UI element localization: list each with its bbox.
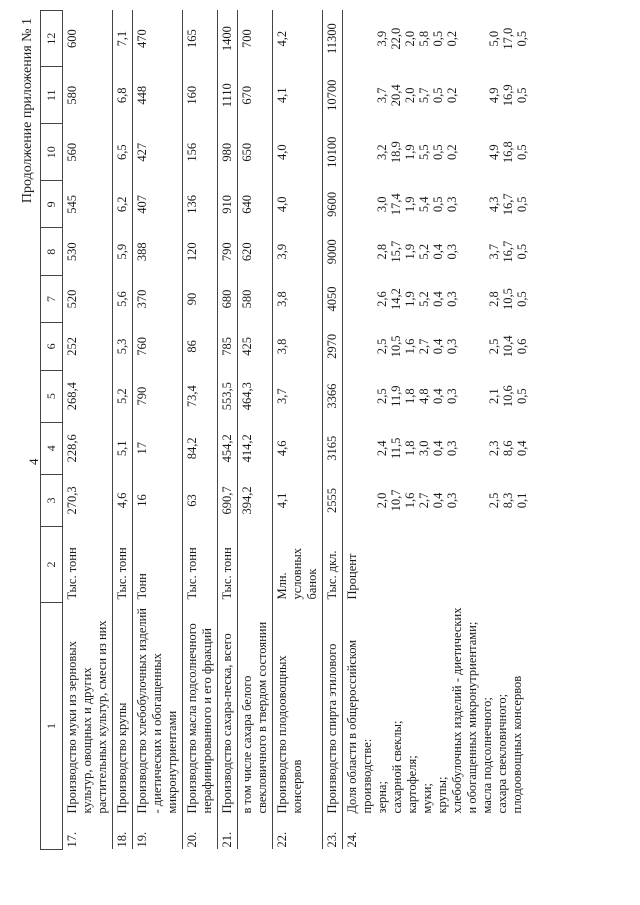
row-number: 18. (113, 817, 133, 850)
row-name: Производство хлебобулочных изделий - диетических и обогащенных микронутриентами (133, 603, 183, 817)
row-value: 600 (63, 11, 113, 67)
share-item: хлебобулочных изделий - диетических и обогащенных микронутриентами; (450, 607, 479, 814)
share-value: 5,0 (487, 30, 501, 47)
col-header-12: 12 (41, 11, 63, 67)
row-value: 4,6 (113, 474, 133, 526)
row-number: 19. (133, 817, 183, 850)
share-value: 5,7 (417, 87, 431, 104)
share-value: 0,5 (515, 30, 529, 47)
row-value: 3,8 (273, 275, 323, 322)
row-value: 5,3 (113, 323, 133, 370)
row-value: 165 (183, 11, 218, 67)
share-heading: Доля области в общероссийском производстве: (345, 639, 374, 814)
row-value: 414,2 (238, 422, 273, 474)
share-value: 8,6 (501, 440, 515, 457)
share-value: 2,7 (417, 338, 431, 355)
share-value: 8,3 (501, 492, 515, 509)
share-value: 3,0 (375, 196, 389, 213)
table-body (63, 11, 532, 850)
row-name: Производство муки из зерновых культур, овощных и других растительных культур, смеси из них (63, 603, 113, 817)
row-name: Производство спирта этилового (323, 603, 343, 817)
share-value: 1,6 (403, 492, 417, 509)
table-row-share (343, 11, 532, 850)
share-value: 0,2 (445, 87, 459, 104)
share-value: 15,7 (389, 240, 403, 263)
share-item: плодоовощных консервов (510, 675, 524, 814)
row-value: 3,9 (273, 228, 323, 275)
row-value: 530 (63, 228, 113, 275)
row-value: 228,6 (63, 422, 113, 474)
row-value: 670 (238, 67, 273, 124)
row-value: 3,7 (273, 370, 323, 422)
row-number (238, 817, 273, 850)
col-header-3: 3 (41, 474, 63, 526)
table-row (238, 11, 273, 850)
row-name: Производство плодоовощных консервов (273, 603, 323, 817)
share-value: 0,5 (515, 87, 529, 104)
table-header-row (41, 11, 63, 850)
share-value: 3,7 (375, 87, 389, 104)
row-value: 785 (218, 323, 238, 370)
share-values-column (343, 474, 532, 526)
row-unit (238, 527, 273, 603)
share-value: 0,4 (431, 338, 445, 355)
row-unit: Тыс. тонн (218, 527, 238, 603)
row-value: 11300 (323, 11, 343, 67)
row-value: 4050 (323, 275, 343, 322)
share-value: 0,3 (445, 440, 459, 457)
row-name: в том числе сахара белого свекловичного в твердом состоянии (238, 603, 273, 817)
share-item: картофеля; (405, 755, 419, 814)
share-value: 0,5 (515, 388, 529, 404)
share-value: 5,5 (417, 144, 431, 160)
share-value: 0,1 (515, 492, 529, 509)
share-value: 0,5 (515, 291, 529, 307)
row-value: 63 (183, 474, 218, 526)
share-value: 2,3 (487, 440, 501, 457)
row-value: 580 (63, 67, 113, 124)
share-value: 3,0 (417, 440, 431, 457)
share-value: 4,3 (487, 196, 501, 213)
share-values-column (343, 11, 532, 67)
row-value: 448 (133, 67, 183, 124)
row-value: 470 (133, 11, 183, 67)
row-unit: Тыс. тонн (63, 527, 113, 603)
row-name (343, 603, 532, 817)
row-value: 394,2 (238, 474, 273, 526)
data-table (40, 10, 531, 850)
row-value: 680 (218, 275, 238, 322)
share-value: 2,6 (375, 291, 389, 307)
share-value: 16,8 (501, 141, 515, 164)
row-value: 3366 (323, 370, 343, 422)
row-value: 4,1 (273, 67, 323, 124)
share-value: 2,5 (487, 338, 501, 355)
share-value: 0,4 (431, 291, 445, 307)
share-value: 0,5 (431, 196, 445, 213)
share-item: сахара свекловичного; (495, 693, 509, 814)
row-value: 156 (183, 124, 218, 181)
row-number: 21. (218, 817, 238, 850)
row-number: 17. (63, 817, 113, 850)
share-value: 0,4 (431, 243, 445, 260)
share-value: 2,8 (487, 291, 501, 307)
share-value: 3,7 (487, 243, 501, 260)
share-value: 0,3 (445, 291, 459, 307)
row-value: 17 (133, 422, 183, 474)
share-value: 16,7 (501, 240, 515, 263)
row-name: Производство крупы (113, 603, 133, 817)
col-header-2: 2 (41, 527, 63, 603)
row-name: Производство сахара-песка, всего (218, 603, 238, 817)
share-value: 10,4 (501, 335, 515, 358)
row-value: 910 (218, 181, 238, 228)
row-value: 84,2 (183, 422, 218, 474)
share-value: 1,6 (403, 338, 417, 355)
row-value: 6,2 (113, 181, 133, 228)
row-unit: Тыс. дкл. (323, 527, 343, 603)
share-value: 0,5 (515, 243, 529, 260)
table-row (63, 11, 113, 850)
share-value: 17,4 (389, 193, 403, 216)
share-value: 10,5 (389, 335, 403, 358)
row-value: 580 (238, 275, 273, 322)
share-value: 0,3 (445, 338, 459, 355)
share-value: 2,5 (487, 492, 501, 509)
share-value: 10,5 (501, 288, 515, 310)
share-values-column (343, 228, 532, 275)
row-value: 73,4 (183, 370, 218, 422)
row-value: 5,2 (113, 370, 133, 422)
share-value: 2,4 (375, 440, 389, 457)
share-value: 1,8 (403, 440, 417, 457)
share-value: 17,0 (501, 27, 515, 50)
row-unit: Тонн (133, 527, 183, 603)
share-value: 14,2 (389, 288, 403, 310)
row-unit: Млн. условных банок (273, 527, 323, 603)
row-value: 9000 (323, 228, 343, 275)
row-number: 24. (345, 831, 359, 848)
row-value: 16 (133, 474, 183, 526)
row-value: 700 (238, 11, 273, 67)
share-value: 1,9 (403, 291, 417, 307)
table-row (113, 11, 133, 850)
share-value: 16,9 (501, 84, 515, 107)
row-value: 252 (63, 323, 113, 370)
share-value: 2,0 (403, 30, 417, 47)
row-value: 454,2 (218, 422, 238, 474)
table-row (133, 11, 183, 850)
row-value: 464,3 (238, 370, 273, 422)
share-item: крупы; (435, 776, 449, 814)
share-value: 2,5 (375, 388, 389, 404)
share-value: 0,3 (445, 243, 459, 260)
row-value: 1110 (218, 67, 238, 124)
share-value: 4,9 (487, 87, 501, 104)
row-value: 5,6 (113, 275, 133, 322)
share-values-column (343, 323, 532, 370)
share-value: 4,8 (417, 388, 431, 404)
row-value: 268,4 (63, 370, 113, 422)
row-value: 545 (63, 181, 113, 228)
table-row (273, 11, 323, 850)
share-value: 0,5 (431, 144, 445, 160)
share-value: 18,9 (389, 141, 403, 164)
share-values-column (343, 181, 532, 228)
row-value: 620 (238, 228, 273, 275)
share-value: 4,9 (487, 144, 501, 160)
table-row (323, 11, 343, 850)
row-value: 4,1 (273, 474, 323, 526)
row-value: 10100 (323, 124, 343, 181)
row-value: 5,1 (113, 422, 133, 474)
row-unit: Процент (345, 553, 359, 600)
share-value: 3,9 (375, 30, 389, 47)
row-value: 3,8 (273, 323, 323, 370)
share-value: 0,4 (431, 440, 445, 457)
share-value: 1,8 (403, 388, 417, 404)
row-value: 2970 (323, 323, 343, 370)
row-value: 136 (183, 181, 218, 228)
share-values-column (343, 124, 532, 181)
row-value: 790 (133, 370, 183, 422)
share-value: 16,7 (501, 193, 515, 216)
row-value: 370 (133, 275, 183, 322)
share-value: 0,3 (445, 196, 459, 213)
share-value: 20,4 (389, 84, 403, 107)
row-value: 86 (183, 323, 218, 370)
row-value: 520 (63, 275, 113, 322)
share-value: 5,2 (417, 291, 431, 307)
share-value: 0,5 (431, 87, 445, 104)
row-value: 553,5 (218, 370, 238, 422)
col-header-11: 11 (41, 67, 63, 124)
row-unit: Тыс. тонн (113, 527, 133, 603)
col-header-10: 10 (41, 124, 63, 181)
row-value: 790 (218, 228, 238, 275)
share-value: 10,7 (389, 489, 403, 512)
col-header-4: 4 (41, 422, 63, 474)
share-value: 22,0 (389, 27, 403, 50)
share-value: 0,4 (515, 440, 529, 457)
share-item: зерна; (375, 781, 389, 814)
share-value: 1,9 (403, 243, 417, 260)
row-value: 2555 (323, 474, 343, 526)
share-value: 0,5 (515, 196, 529, 213)
row-value: 270,3 (63, 474, 113, 526)
share-values-column (343, 275, 532, 322)
row-value: 5,9 (113, 228, 133, 275)
row-value: 160 (183, 67, 218, 124)
row-value: 407 (133, 181, 183, 228)
row-value: 760 (133, 323, 183, 370)
col-header-1: 1 (41, 603, 63, 850)
row-value: 1400 (218, 11, 238, 67)
row-value: 980 (218, 124, 238, 181)
row-number: 20. (183, 817, 218, 850)
row-value: 650 (238, 124, 273, 181)
col-header-8: 8 (41, 228, 63, 275)
col-header-7: 7 (41, 275, 63, 322)
row-value: 427 (133, 124, 183, 181)
share-value: 0,2 (445, 144, 459, 160)
row-value: 4,0 (273, 124, 323, 181)
row-value: 425 (238, 323, 273, 370)
share-value: 2,1 (487, 388, 501, 404)
row-value: 9600 (323, 181, 343, 228)
share-value: 0,2 (445, 30, 459, 47)
row-value: 4,0 (273, 181, 323, 228)
table-row (218, 11, 238, 850)
share-values-column (343, 370, 532, 422)
row-value: 640 (238, 181, 273, 228)
share-item: масла подсолнечного; (480, 697, 494, 814)
share-value: 1,9 (403, 196, 417, 213)
row-value: 3165 (323, 422, 343, 474)
row-value: 6,5 (113, 124, 133, 181)
share-value: 0,5 (515, 144, 529, 160)
share-value: 0,5 (431, 30, 445, 47)
share-value: 2,0 (403, 87, 417, 104)
row-number: 23. (323, 817, 343, 850)
share-values-column (343, 67, 532, 124)
share-value: 0,3 (445, 388, 459, 404)
row-value: 7,1 (113, 11, 133, 67)
share-value: 0,6 (515, 338, 529, 355)
share-value: 0,4 (431, 492, 445, 509)
share-value: 5,4 (417, 196, 431, 213)
row-value: 388 (133, 228, 183, 275)
table-row (183, 11, 218, 850)
share-value: 2,5 (375, 338, 389, 355)
share-value: 0,4 (431, 388, 445, 404)
row-value: 120 (183, 228, 218, 275)
row-value: 6,8 (113, 67, 133, 124)
row-unit: Тыс. тонн (183, 527, 218, 603)
share-value: 11,9 (389, 385, 403, 407)
share-value: 5,2 (417, 243, 431, 260)
share-value: 2,0 (375, 492, 389, 509)
row-value: 4,2 (273, 11, 323, 67)
share-value: 2,7 (417, 492, 431, 509)
share-value: 10,6 (501, 385, 515, 408)
share-value: 0,3 (445, 492, 459, 509)
col-header-6: 6 (41, 323, 63, 370)
share-item: сахарной свеклы; (390, 720, 404, 814)
page-number: 4 (26, 458, 41, 465)
col-header-5: 5 (41, 370, 63, 422)
row-value: 560 (63, 124, 113, 181)
share-value: 5,8 (417, 30, 431, 47)
row-value: 10700 (323, 67, 343, 124)
share-value: 1,9 (403, 144, 417, 160)
continuation-caption: Продолжение приложения № 1 (20, 18, 35, 204)
share-value: 3,2 (375, 144, 389, 160)
row-value: 690,7 (218, 474, 238, 526)
share-value: 11,5 (389, 437, 403, 459)
row-value: 90 (183, 275, 218, 322)
share-values-column (343, 422, 532, 474)
row-number: 22. (273, 817, 323, 850)
row-name: Производство масла подсолнечного нерафинированного и его фракций (183, 603, 218, 817)
col-header-9: 9 (41, 181, 63, 228)
row-value: 4,6 (273, 422, 323, 474)
share-item: муки; (420, 783, 434, 814)
share-value: 2,8 (375, 243, 389, 260)
